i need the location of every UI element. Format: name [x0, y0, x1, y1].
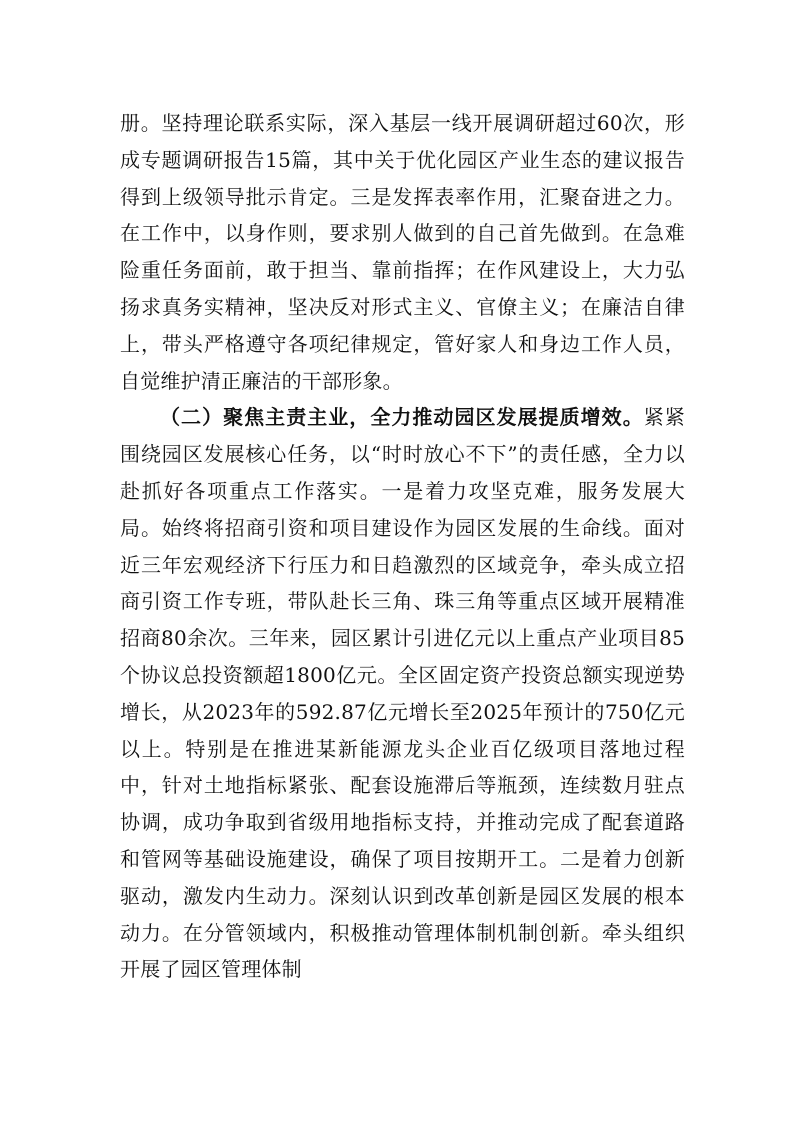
- paragraph-1: [120, 105, 685, 399]
- section-heading: （二）聚焦主责主业，全力推动园区发展提质增效。: [160, 405, 644, 430]
- document-body: [120, 105, 685, 988]
- paragraph-2-text: 紧紧围绕园区发展核心任务，以“时时放心不下”的责任感，全力以赴抓好各项重点工作落实。一是着力攻坚克难，服务发展大局。始终将招商引资和项目建设作为园区发展的生命线。面对近三年宏观经济下行压力和日趋激烈的区域竞争，牵头成立招商引资工作专班，带队赴长三角、珠三角等重点区域开展精准招商80余次。三年来，园区累计引进亿元以上重点产业项目85个协议总投资额超1800亿元。全区固定资产投资总额实现逆势增长，从2023年的592.87亿元增长至2025年预计的750亿元以上。特别是在推进某新能源龙头企业百亿级项目落地过程中，针对土地指标紧张、配套设施滞后等瓶颈，连续数月驻点协调，成功争取到省级用地指标支持，并推动完成了配套道路和管网等基础设施建设，确保了项目按期开工。二是着力创新驱动，激发内生动力。深刻认识到改革创新是园区发展的根本动力。在分管领域内，积极推动管理体制机制创新。牵头组织开展了园区管理体制: [120, 405, 685, 982]
- paragraph-1-text: 册。坚持理论联系实际，深入基层一线开展调研超过60次，形成专题调研报告15篇，其中关于优化园区产业生态的建议报告得到上级领导批示肯定。三是发挥表率作用，汇聚奋进之力。在工作中，以身作则，要求别人做到的自己首先做到。在急难险重任务面前，敢于担当、靠前指挥；在作风建设上，大力弘扬求真务实精神，坚决反对形式主义、官僚主义；在廉洁自律上，带头严格遵守各项纪律规定，管好家人和身边工作人员，自觉维护清正廉洁的干部形象。: [120, 111, 685, 393]
- paragraph-2: [120, 399, 685, 988]
